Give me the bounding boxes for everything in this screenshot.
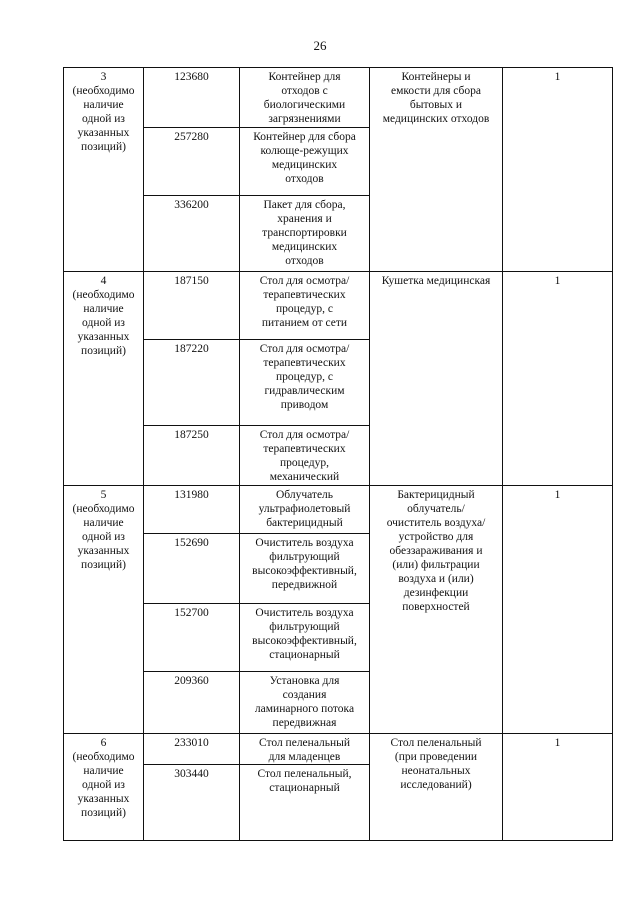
item-code-cell: 187250 [144,426,240,486]
equipment-table [63,67,613,841]
table-row [64,734,613,765]
table-row [64,272,613,340]
item-code-cell: 233010 [144,734,240,765]
item-name-cell: Стол для осмотра/ терапевтических процедур, с питанием от сети [240,272,370,340]
item-code-cell: 209360 [144,672,240,734]
item-code-cell: 123680 [144,68,240,128]
item-name-cell: Стол для осмотра/ терапевтических процедур, с гидравлическим приводом [240,340,370,426]
item-name-cell: Очиститель воздуха фильтрующий высокоэффективный, стационарный [240,604,370,672]
table-row [64,68,613,128]
equipment-type-cell: Стол пеленальный (при проведении неонатальных исследований) [370,734,503,841]
quantity-cell: 1 [503,486,613,734]
equipment-type-cell: Кушетка медицинская [370,272,503,486]
quantity-cell: 1 [503,272,613,486]
group-number-cell: 4 (необходимо наличие одной из указанных позиций) [64,272,144,486]
item-code-cell: 187150 [144,272,240,340]
item-code-cell: 303440 [144,765,240,841]
equipment-type-cell: Бактерицидный облучатель/ очиститель воздуха/ устройство для обеззараживания и (или) фильтрации воздуха и (или) дезинфекции поверхностей [370,486,503,734]
item-name-cell: Пакет для сбора, хранения и транспортировки медицинских отходов [240,196,370,272]
item-code-cell: 187220 [144,340,240,426]
item-name-cell: Стол пеленальный для младенцев [240,734,370,765]
group-number-cell: 3 (необходимо наличие одной из указанных позиций) [64,68,144,272]
item-code-cell: 257280 [144,128,240,196]
item-name-cell: Контейнер для сбора колюще-режущих медицинских отходов [240,128,370,196]
item-code-cell: 336200 [144,196,240,272]
item-code-cell: 152700 [144,604,240,672]
equipment-type-cell: Контейнеры и емкости для сбора бытовых и медицинских отходов [370,68,503,272]
item-name-cell: Контейнер для отходов с биологическими загрязнениями [240,68,370,128]
item-name-cell: Стол пеленальный, стационарный [240,765,370,841]
item-code-cell: 131980 [144,486,240,534]
quantity-cell: 1 [503,68,613,272]
table-row [64,486,613,534]
item-name-cell: Стол для осмотра/ терапевтических процедур, механический [240,426,370,486]
group-number-cell: 6 (необходимо наличие одной из указанных позиций) [64,734,144,841]
item-code-cell: 152690 [144,534,240,604]
page-number: 26 [313,38,327,53]
item-name-cell: Очиститель воздуха фильтрующий высокоэффективный, передвижной [240,534,370,604]
item-name-cell: Облучатель ультрафиолетовый бактерицидный [240,486,370,534]
quantity-cell: 1 [503,734,613,841]
item-name-cell: Установка для создания ламинарного потока передвижная [240,672,370,734]
group-number-cell: 5 (необходимо наличие одной из указанных позиций) [64,486,144,734]
